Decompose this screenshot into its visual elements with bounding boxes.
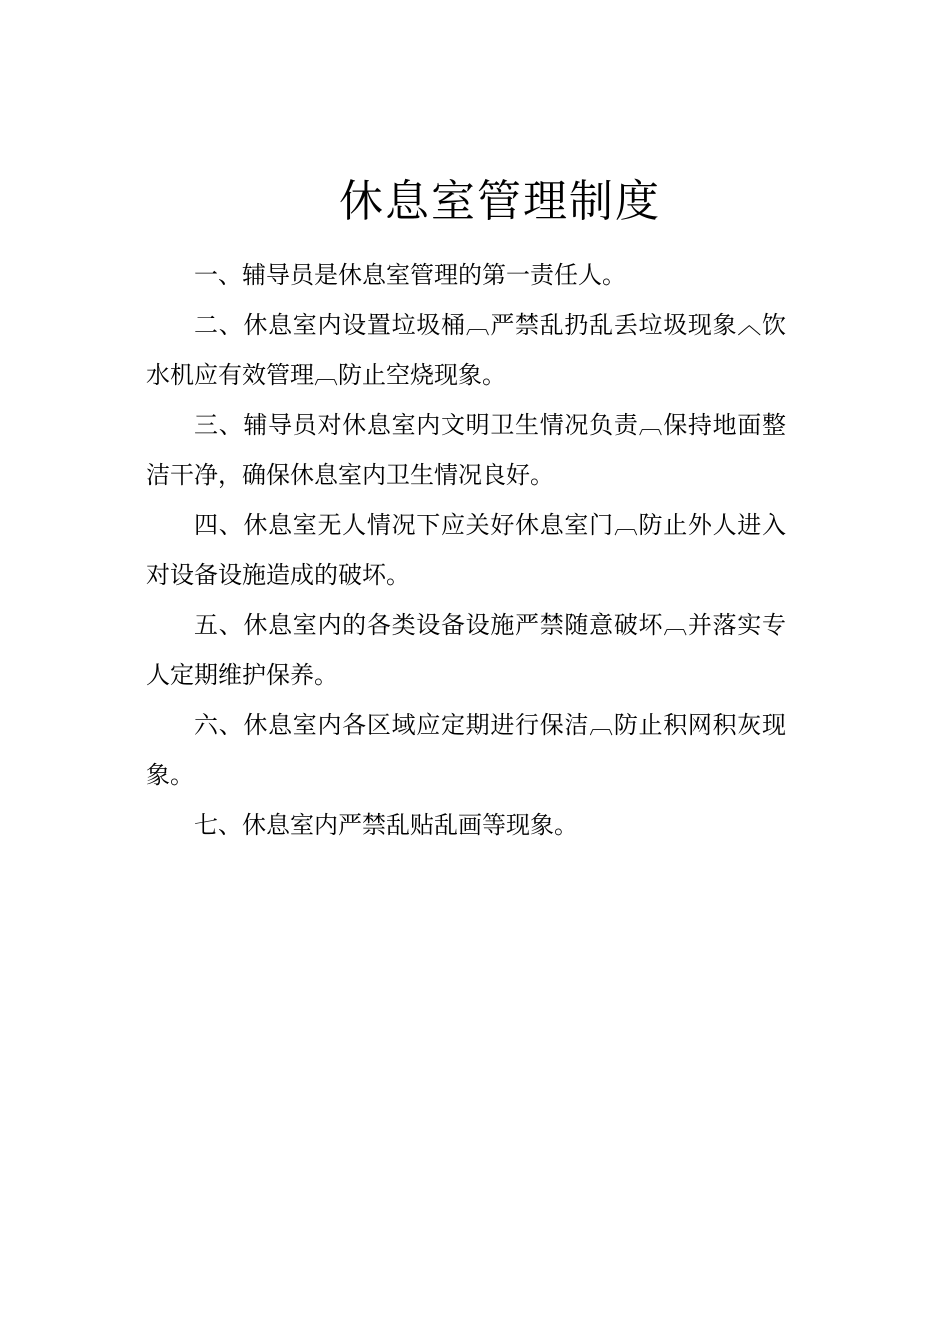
- rule-1: 一、辅导员是休息室管理的第一责任人。: [194, 261, 626, 289]
- rule-7: 七、休息室内严禁乱贴乱画等现象。: [194, 811, 578, 839]
- document-title: 休息室管理制度: [339, 176, 661, 227]
- rule-5: 五、休息室内的各类设备设施严禁随意破坏︹并落实专人定期维护保养。: [146, 611, 786, 689]
- rule-4: 四、休息室无人情况下应关好休息室门︹防止外人进入对设备设施造成的破坏。: [146, 511, 786, 589]
- rules-list: [146, 250, 786, 850]
- rule-2: 二、休息室内设置垃圾桶︹严禁乱扔乱丢垃圾现象︿饮水机应有效管理︹防止空烧现象。: [146, 311, 786, 389]
- rule-3: 三、辅导员对休息室内文明卫生情况负责︹保持地面整洁干净，确保休息室内卫生情况良好。: [146, 411, 786, 489]
- rule-6: 六、休息室内各区域应定期进行保洁︹防止积网积灰现象。: [146, 711, 786, 789]
